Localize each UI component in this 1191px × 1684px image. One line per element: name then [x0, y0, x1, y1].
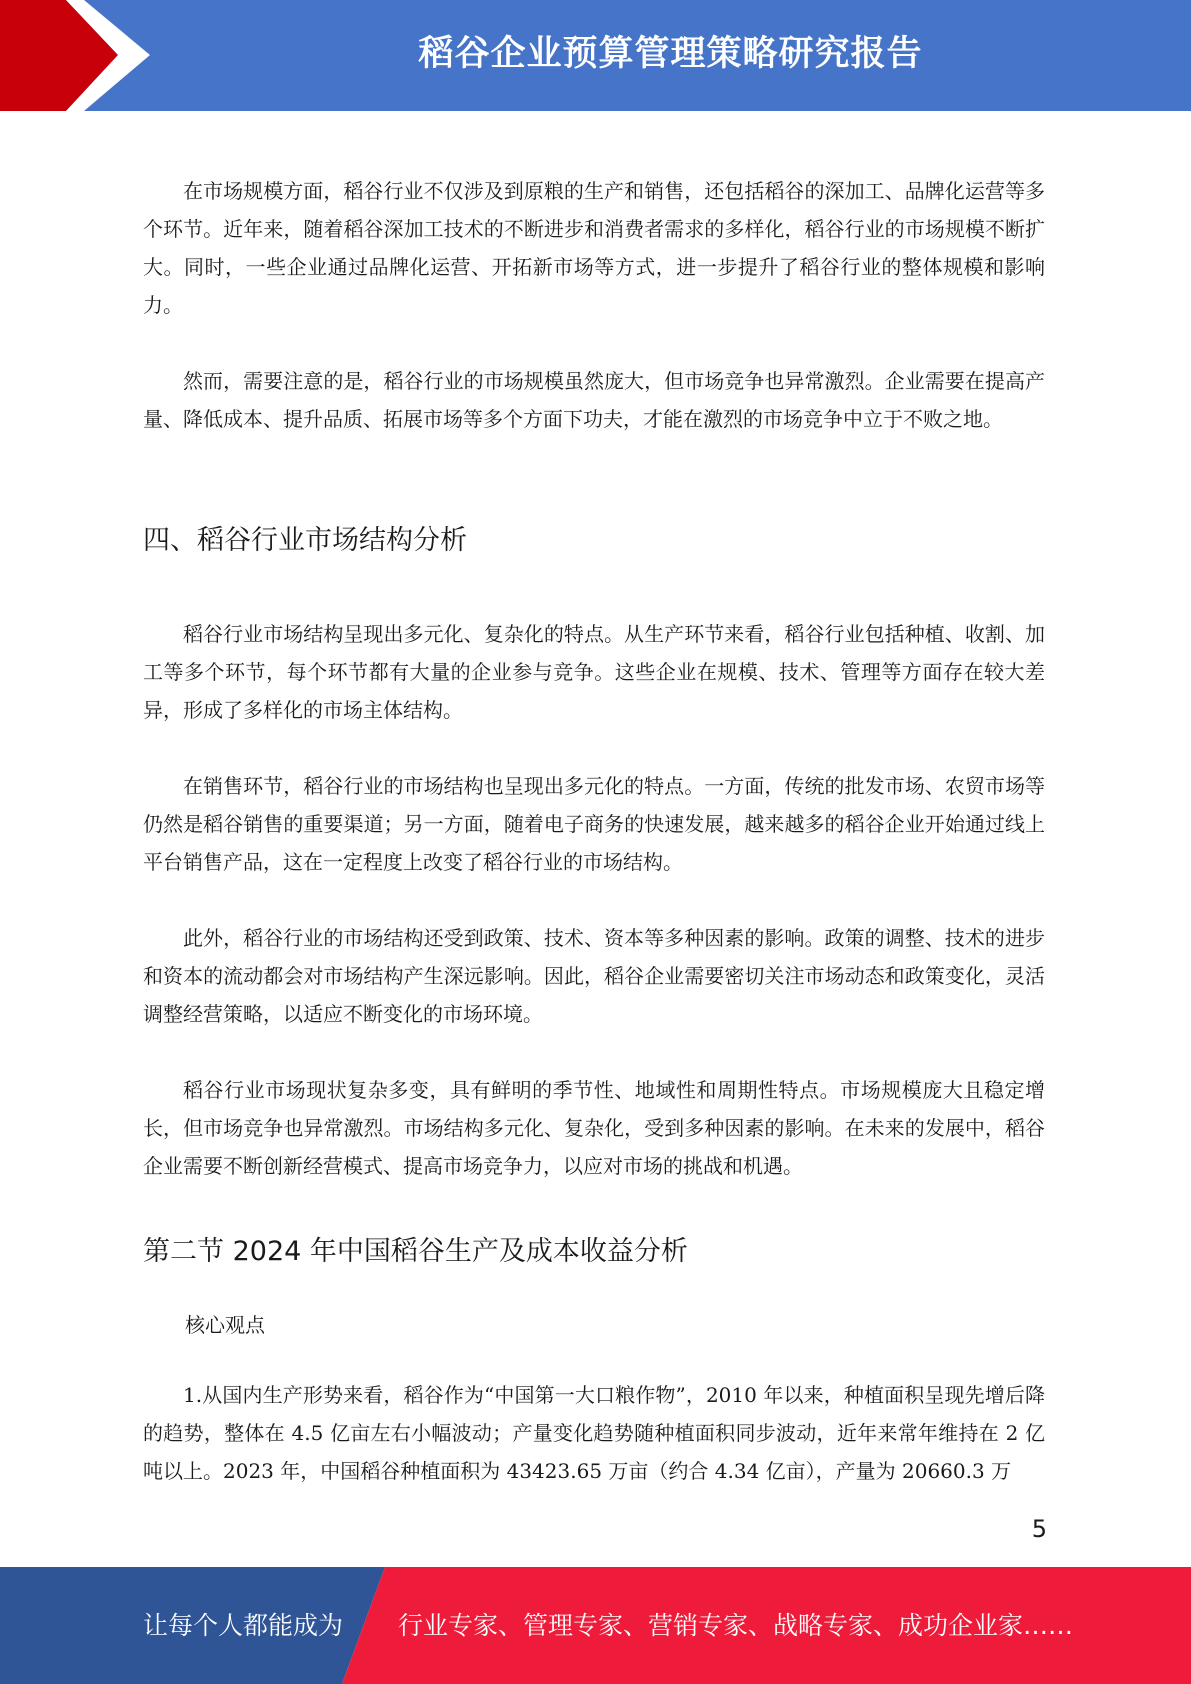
page-footer — [0, 1567, 1191, 1684]
paragraph-market-scale: 在市场规模方面，稻谷行业不仅涉及到原粮的生产和销售，还包括稻谷的深加工、品牌化运营等多个环节。近年来，随着稻谷深加工技术的不断进步和消费者需求的多样化，稻谷行业的市场规模不断扩大。同时，一些企业通过品牌化运营、开拓新市场等方式，进一步提升了稻谷行业的整体规模和影响力。 — [143, 179, 1045, 317]
page-header — [0, 0, 1191, 111]
page-number: 5 — [1031, 1515, 1047, 1543]
footer-slogan-right: 行业专家、管理专家、营销专家、战略专家、成功企业家…… — [398, 1611, 1074, 1640]
paragraph-domestic-production: 1.从国内生产形势来看，稻谷作为“中国第一大口粮作物”，2010 年以来，种植面积呈现先增后降的趋势，整体在 4.5 亿亩左右小幅波动；产量变化趋势随种植面积同步波动，近年来常年维持在 2 亿吨以上。2023 年，中国稻谷种植面积为 43423.65 万亩（约合 4.34 亿亩），产量为 20660.3 万 — [143, 1383, 1045, 1483]
paragraph-structure-factors: 此外，稻谷行业的市场结构还受到政策、技术、资本等多种因素的影响。政策的调整、技术的进步和资本的流动都会对市场结构产生深远影响。因此，稻谷企业需要密切关注市场动态和政策变化，灵活调整经营策略，以适应不断变化的市场环境。 — [143, 926, 1045, 1026]
footer-slogan-left: 让每个人都能成为 — [143, 1611, 344, 1640]
paragraph-structure-production: 稻谷行业市场结构呈现出多元化、复杂化的特点。从生产环节来看，稻谷行业包括种植、收割、加工等多个环节，每个环节都有大量的企业参与竞争。这些企业在规模、技术、管理等方面存在较大差异，形成了多样化的市场主体结构。 — [143, 622, 1045, 722]
header-arrow-decoration — [0, 0, 160, 111]
section-heading-production-cost: 第二节 2024 年中国稻谷生产及成本收益分析 — [143, 1236, 688, 1267]
paragraph-market-summary: 稻谷行业市场现状复杂多变，具有鲜明的季节性、地域性和周期性特点。市场规模庞大且稳定增长，但市场竞争也异常激烈。市场结构多元化、复杂化，受到多种因素的影响。在未来的发展中，稻谷企业需要不断创新经营模式、提高市场竞争力，以应对市场的挑战和机遇。 — [143, 1078, 1045, 1178]
header-title: 稻谷企业预算管理策略研究报告 — [418, 34, 923, 74]
paragraph-competition: 然而，需要注意的是，稻谷行业的市场规模虽然庞大，但市场竞争也异常激烈。企业需要在提高产量、降低成本、提升品质、拓展市场等多个方面下功夫，才能在激烈的市场竞争中立于不败之地。 — [143, 369, 1045, 431]
section-heading-market-structure: 四、稻谷行业市场结构分析 — [143, 525, 467, 556]
paragraph-structure-sales: 在销售环节，稻谷行业的市场结构也呈现出多元化的特点。一方面，传统的批发市场、农贸市场等仍然是稻谷销售的重要渠道；另一方面，随着电子商务的快速发展，越来越多的稻谷企业开始通过线上平台销售产品，这在一定程度上改变了稻谷行业的市场结构。 — [143, 774, 1045, 874]
core-viewpoint-label: 核心观点 — [185, 1313, 265, 1337]
